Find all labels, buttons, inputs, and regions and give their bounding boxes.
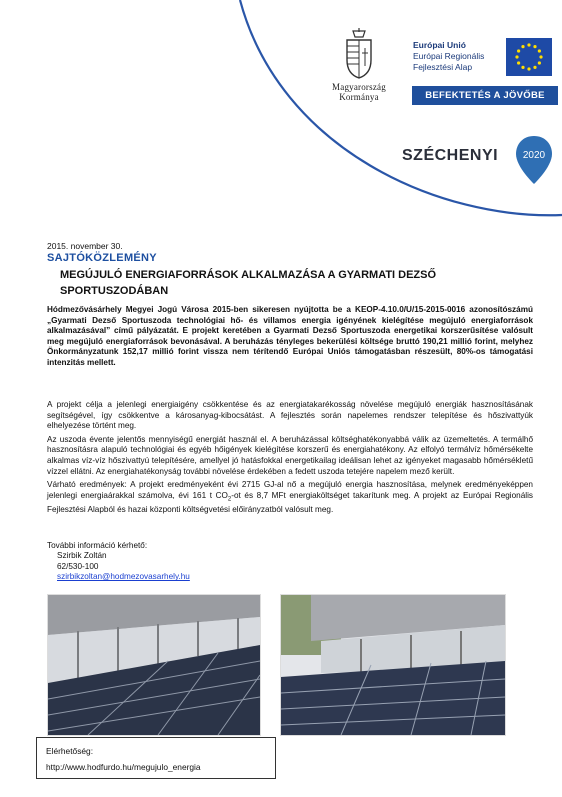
eu-flag-icon <box>506 38 552 76</box>
solar-panels-photo-1 <box>47 594 261 736</box>
contact-title: További információ kérhető: <box>47 541 148 550</box>
szechenyi-logo-text: SZÉCHENYI <box>402 147 499 164</box>
eu-star-icon <box>538 61 541 64</box>
szechenyi-pin-icon <box>514 134 554 186</box>
contact-phone: 62/530-100 <box>57 561 99 571</box>
availability-url-link[interactable]: http://www.hodfurdo.hu/megujulo_energia <box>46 762 201 772</box>
contact-block <box>47 541 190 583</box>
eu-star-icon <box>517 61 520 64</box>
hungarian-government-logo <box>316 28 402 102</box>
motto-banner: BEFEKTETÉS A JÖVŐBE <box>412 86 558 105</box>
eu-star-icon <box>533 66 536 69</box>
availability-box <box>36 737 276 779</box>
eu-star-icon <box>517 49 520 52</box>
header-arc <box>0 0 562 240</box>
contact-name: Szirbik Zoltán <box>57 551 107 561</box>
body-paragraph-3 <box>47 480 533 515</box>
availability-label: Elérhetőség: <box>46 746 94 756</box>
contact-email-link[interactable]: szirbikzoltan@hodmezovasarhely.hu <box>57 572 190 582</box>
eu-star-icon <box>527 67 530 70</box>
body-paragraph-1: A projekt célja a jelenlegi energiaigény csökkentése és az energiatakarékosság növelése megújuló energiák hasznosításának segítségével, így csökkentve a károsanyag-kibocsátást. A fejlesztés során napelemes rendszer telepítése és hőszivattyúk elhelyezése történt meg. <box>47 400 533 431</box>
article-headline: MEGÚJULÓ ENERGIAFORRÁSOK ALKALMAZÁSA A GYARMATI DEZSŐ SPORTUSZODÁBAN <box>60 269 437 297</box>
eu-star-icon <box>533 45 536 48</box>
article-lead: Hódmezővásárhely Megyei Jogú Városa 2015-ben sikeresen nyújtotta be a KEOP-4.10.0/U/15-2015-0016 azonosítószámú „Gyarmati Dezső Sportuszoda technológiai hő- és villamos energia igényének kielégítése megújuló energiaforrások alkalmazásával” című pályázatát. E projekt keretében a Gyarmati Dezső Sportuszoda energetikai korszerűsítése valósult meg megújuló energiaforrások bevonásával. A beruházás tényleges bekerülési költsége bruttó 190,21 millió forint, melyhez Önkormányzatunk 152,17 millió forint vissza nem térítendő Európai Uniós támogatásban részesült, 80%-os támogatási intenzitás mellett. <box>47 305 533 367</box>
body-paragraph-2: Az uszoda évente jelentős mennyiségű energiát használ el. A beruházással költséghatékonyabbá válik az üzemeltetés. A termálhő hasznosításra alapuló technológiai és egyéb hőigények kielégítése korszerű és energiahatékony. Az elfolyó termálvíz hőmérsékelte alkalmas víz-víz hőszivattyú telepítésére, amellyel jó hatásfokkal energetikailag ideálisan lehet az igényeket magasabb hőmérsékletű vízzel ellátni. Az energiahatékonyság további növelése érdekében a fedett uszoda tetejére napelem mező került. <box>47 434 533 476</box>
eu-star-icon <box>521 45 524 48</box>
eu-star-icon <box>521 66 524 69</box>
eu-star-icon <box>539 55 542 58</box>
government-name-line2: Kormánya <box>339 92 379 102</box>
solar-panels-photo-2 <box>280 594 506 736</box>
press-release-kicker: SAJTÓKÖZLEMÉNY <box>47 252 157 264</box>
article-body <box>47 400 533 519</box>
press-release-date: 2015. november 30. <box>47 241 123 251</box>
szechenyi-year: 2020 <box>522 150 546 161</box>
eu-fund-text <box>413 40 505 73</box>
eu-star-icon <box>538 49 541 52</box>
eu-star-icon <box>527 43 530 46</box>
government-name-line1: Magyarország <box>332 82 386 92</box>
eu-name: Európai Unió <box>413 40 466 50</box>
results-text-start: Várható eredmények: A projekt eredményeként évi 2715 GJ-al nő a megújuló energia hasznosítása, melynek eredményeképpen jelenlegi energiaárakkal számolva, évi 161 t CO <box>47 480 533 500</box>
results-text-end: -ot és 8,7 MFt energiaköltséget takarítunk meg. A projekt az Európai Regionális Fejlesztési Alapból és hazai központi költségvetési előirányzatból valósult meg. <box>47 490 534 514</box>
co2-subscript: 2 <box>227 496 232 503</box>
eu-fund-line1: Európai Regionális <box>413 51 485 61</box>
eu-star-icon <box>515 55 518 58</box>
eu-fund-line2: Fejlesztési Alap <box>413 62 473 72</box>
coat-of-arms-icon <box>339 28 379 80</box>
